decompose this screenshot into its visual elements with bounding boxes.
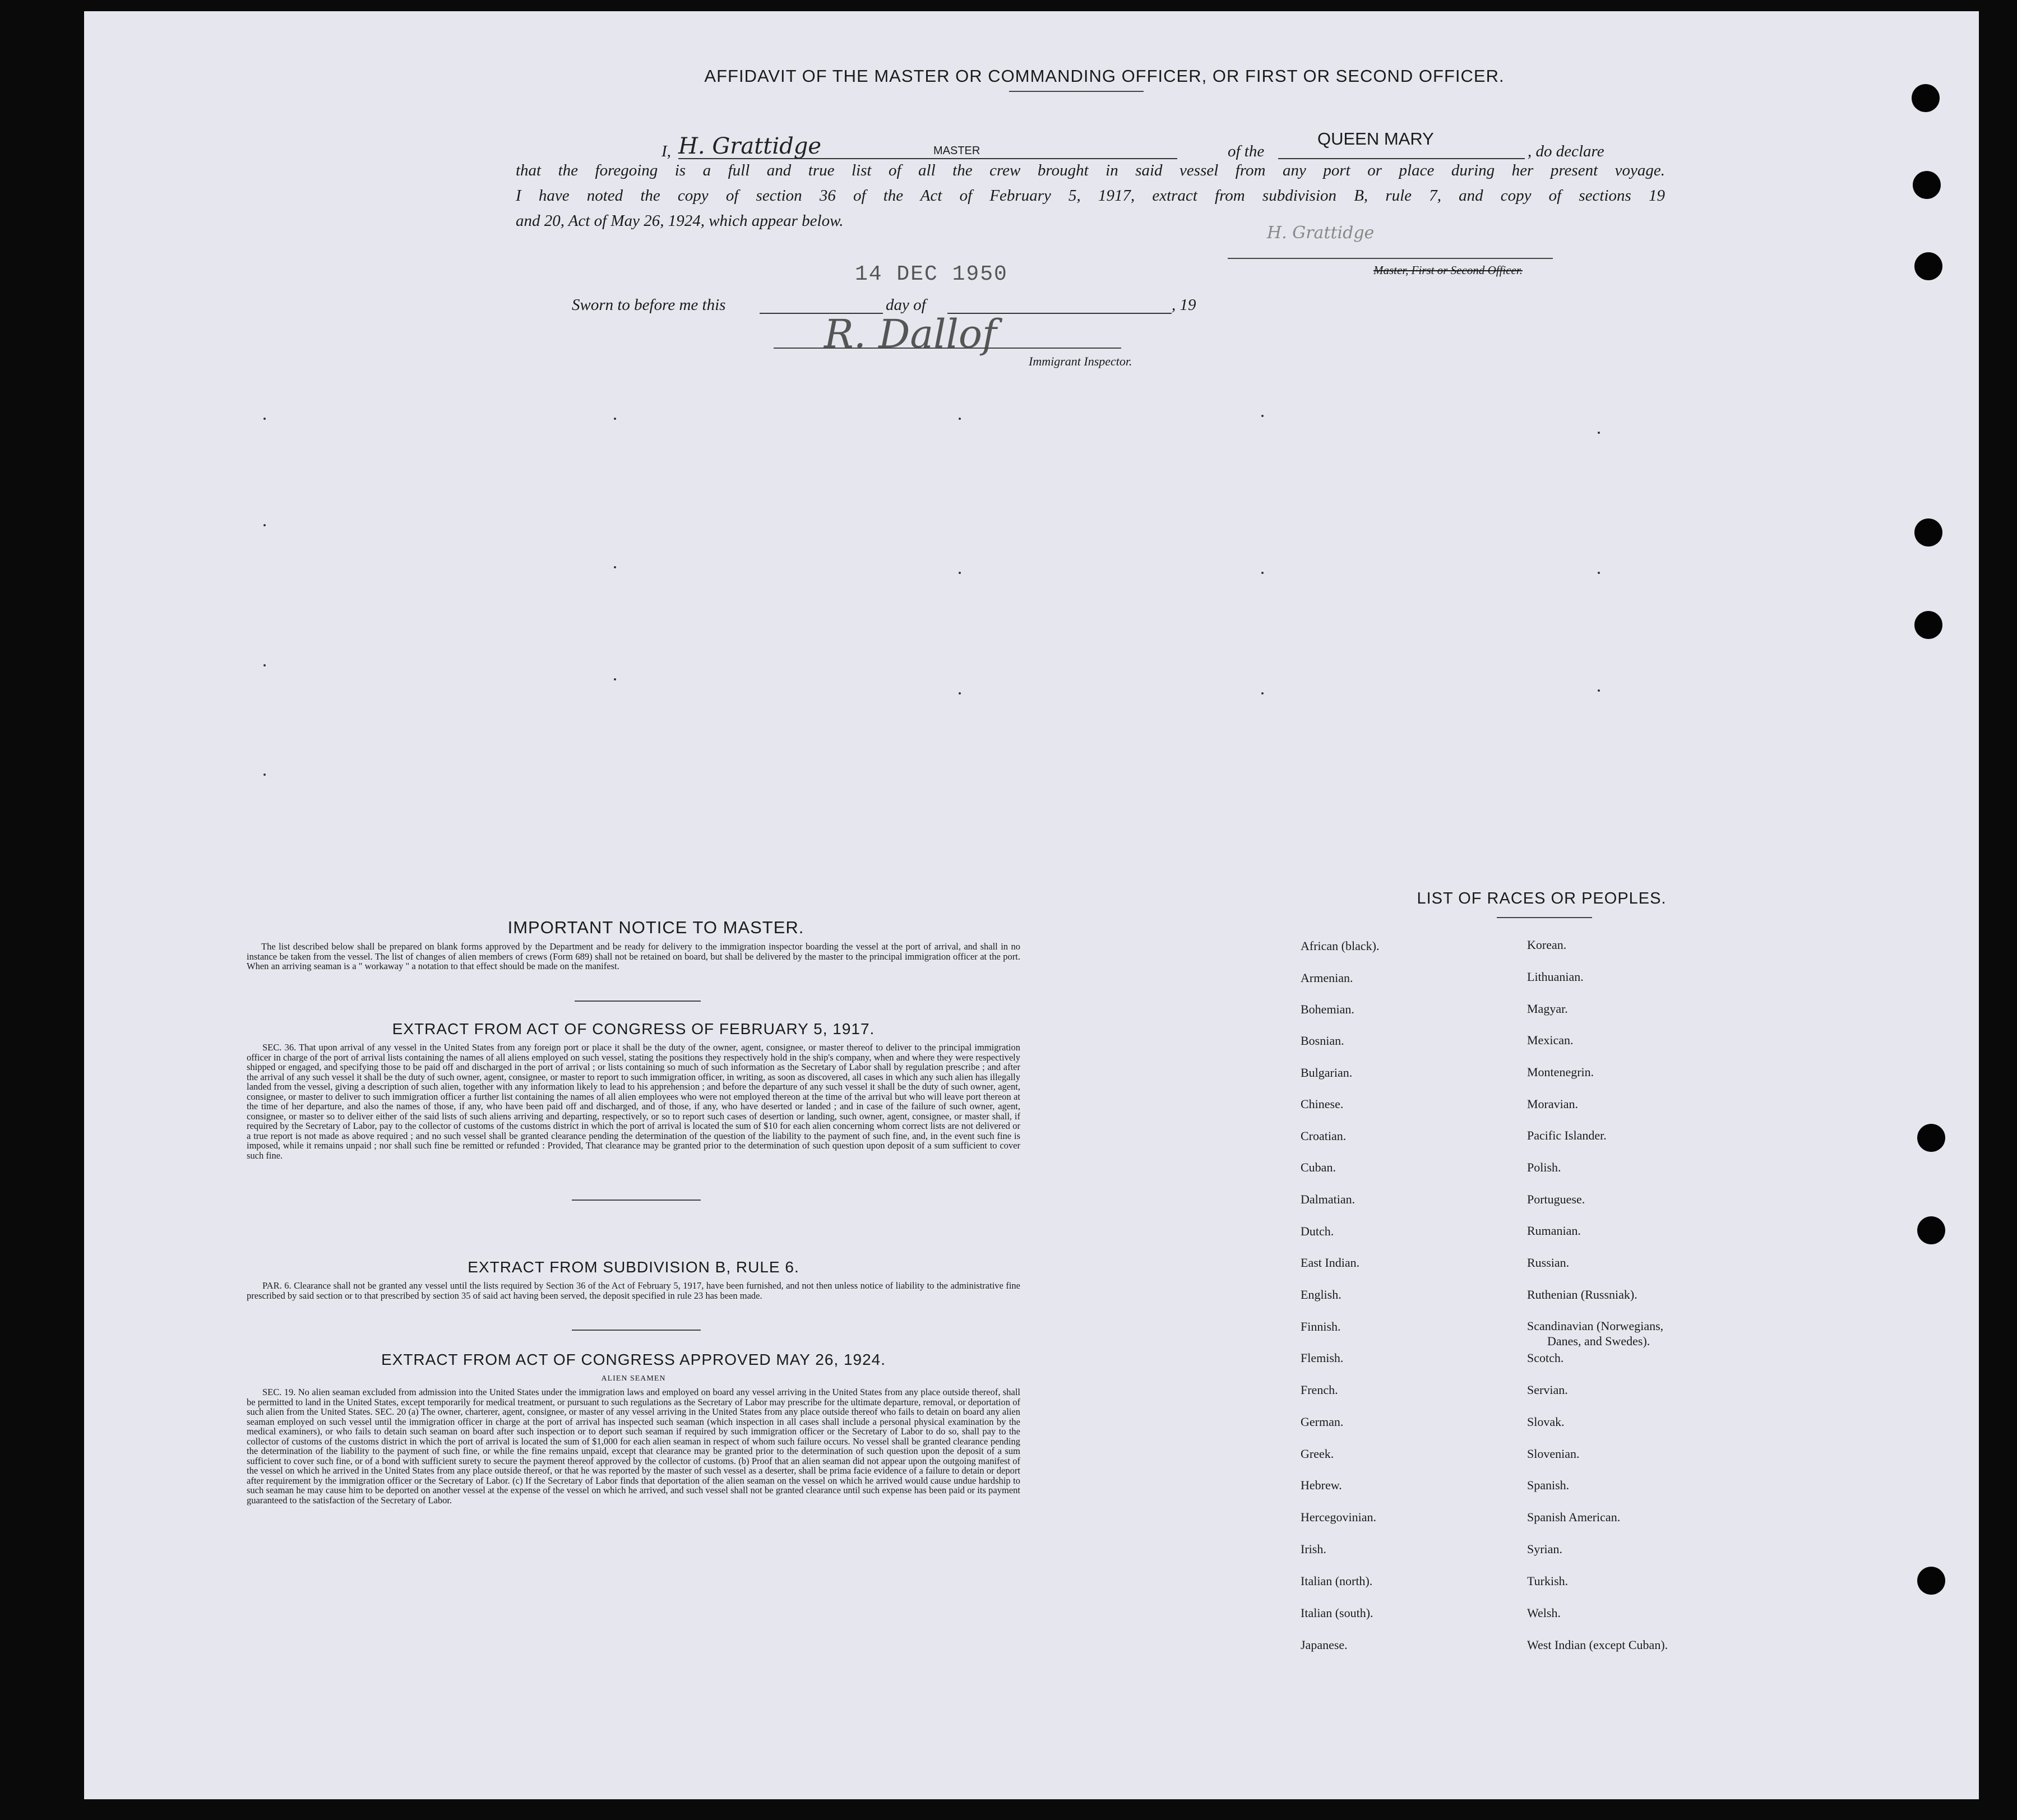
notice-text: The list described below shall be prepared on blank forms approved by the Department and be ready for delivery to the immigration inspector boarding the vessel at the port of arrival, and shall in no instance be taken from the vessel. The list of changes of alien members of crews (Form 689) shall not be retained on board, but shall be delivered by the master to the principal immigration officer at the port. When an arriving seaman is a " workaway " a notation to that effect should be made on the manifest.	[247, 941, 1020, 971]
races-heading: LIST OF RACES OR PEOPLES.	[1417, 890, 1667, 907]
rank-label: MASTER	[933, 145, 980, 157]
extract-1917-heading: EXTRACT FROM ACT OF CONGRESS OF FEBRUARY 5, 1917.	[392, 1020, 875, 1038]
race-item: Lithuanian.	[1527, 970, 1584, 984]
inspector-signature: R. Dallof	[824, 311, 997, 357]
rule-6-text: PAR. 6. Clearance shall not be granted any vessel until the lists required by Section 36 of the Act of February 5, 1917, have been furnished, and not then unless notice of liability to the administrative fine prescribed by said section or to that prescribed by section 35 of said act having been served, the deposit specified in rule 23 has been made.	[247, 1280, 1020, 1301]
affidavit-line2: that the foregoing is a full and true list of all the crew brought in said vessel from any port or place during her present voyage.	[516, 161, 1665, 179]
race-item: Irish.	[1301, 1542, 1326, 1556]
notice-heading: IMPORTANT NOTICE TO MASTER.	[507, 918, 804, 937]
document-page	[84, 11, 1979, 1799]
master-signature-caption: Master, First or Second Officer.	[1373, 263, 1523, 277]
race-item: Pacific Islander.	[1527, 1128, 1607, 1142]
punch-hole	[1917, 1567, 1945, 1595]
race-item: Italian (north).	[1301, 1574, 1373, 1588]
race-item: Ruthenian (Russniak).	[1527, 1288, 1637, 1302]
punch-hole	[1914, 252, 1942, 280]
inspector-caption: Immigrant Inspector.	[1029, 354, 1132, 368]
race-item: Bohemian.	[1301, 1002, 1354, 1016]
race-item: Welsh.	[1527, 1606, 1561, 1620]
affidavit-line1	[600, 129, 1665, 163]
date-stamp: 14 DEC 1950	[855, 262, 1008, 286]
race-item: Spanish American.	[1527, 1510, 1621, 1524]
race-item: Spanish.	[1527, 1478, 1570, 1492]
alien-seamen-subheading: ALIEN SEAMEN	[601, 1374, 666, 1383]
race-item: Bulgarian.	[1301, 1066, 1353, 1080]
vessel-name: QUEEN MARY	[1317, 129, 1434, 149]
race-item: Scandinavian (Norwegians,	[1527, 1319, 1664, 1333]
punch-hole	[1914, 611, 1942, 639]
punch-hole	[1917, 1124, 1945, 1152]
race-item: English.	[1301, 1288, 1341, 1302]
race-item: Syrian.	[1527, 1542, 1562, 1556]
master-name-handwritten: H. Grattidge	[678, 133, 822, 159]
race-item: Portuguese.	[1527, 1192, 1585, 1206]
race-item: Hebrew.	[1301, 1478, 1342, 1492]
race-item: Armenian.	[1301, 971, 1353, 985]
declare-label: , do declare	[1528, 142, 1604, 160]
race-item: Magyar.	[1527, 1002, 1568, 1016]
punch-hole	[1914, 518, 1942, 547]
race-item-continuation: Danes, and Swedes).	[1547, 1334, 1650, 1348]
extract-1924-heading: EXTRACT FROM ACT OF CONGRESS APPROVED MAY 26, 1924.	[381, 1351, 886, 1368]
rule-6-heading: EXTRACT FROM SUBDIVISION B, RULE 6.	[468, 1258, 799, 1276]
race-item: Korean.	[1527, 938, 1567, 952]
race-item: East Indian.	[1301, 1256, 1360, 1270]
i-label: I,	[661, 142, 671, 160]
affidavit-line3: I have noted the copy of section 36 of the Act of February 5, 1917, extract from subdivision B, rule 7, and copy of sections 19	[516, 187, 1665, 205]
race-item: Dutch.	[1301, 1224, 1334, 1238]
race-item: Turkish.	[1527, 1574, 1569, 1588]
race-item: Italian (south).	[1301, 1606, 1373, 1620]
race-item: Japanese.	[1301, 1638, 1348, 1652]
race-item: Flemish.	[1301, 1351, 1344, 1365]
race-item: Montenegrin.	[1527, 1065, 1594, 1079]
race-item: Cuban.	[1301, 1160, 1336, 1174]
of-the-label: of the	[1228, 142, 1265, 160]
race-item: Polish.	[1527, 1160, 1561, 1174]
race-item: Mexican.	[1527, 1033, 1574, 1047]
race-item: Croatian.	[1301, 1129, 1347, 1143]
race-item: African (black).	[1301, 939, 1380, 953]
race-item: Chinese.	[1301, 1097, 1344, 1111]
race-item: Dalmatian.	[1301, 1192, 1356, 1206]
affidavit-heading: AFFIDAVIT OF THE MASTER OR COMMANDING OFFICER, OR FIRST OR SECOND OFFICER.	[704, 66, 1505, 86]
punch-hole	[1913, 171, 1941, 199]
race-item: French.	[1301, 1383, 1338, 1397]
race-item: Russian.	[1527, 1256, 1570, 1270]
race-item: Moravian.	[1527, 1097, 1579, 1111]
race-item: Rumanian.	[1527, 1224, 1581, 1238]
master-signature: H. Grattidge	[1267, 223, 1375, 243]
race-item: German.	[1301, 1415, 1344, 1429]
race-item: Hercegovinian.	[1301, 1510, 1376, 1524]
year-label: , 19	[1172, 296, 1196, 314]
affidavit-line4: and 20, Act of May 26, 1924, which appear below.	[516, 212, 844, 230]
race-item: Bosnian.	[1301, 1034, 1344, 1048]
race-item: Servian.	[1527, 1383, 1568, 1397]
race-item: Scotch.	[1527, 1351, 1564, 1365]
day-of-label: day of	[886, 296, 926, 314]
race-item: Slovenian.	[1527, 1447, 1580, 1461]
extract-1917-text: SEC. 36. That upon arrival of any vessel in the United States from any foreign port or place it shall be the duty of the owner, agent, consignee, or master thereof to deliver to the principal immigration officer in charge of the port of arrival lists containing the names of all aliens employed on such vessel, stating the positions they respectively hold in the ship's company, when and where they were respectively shipped or engaged, and specifying those to be paid off and discharged in the port of arrival ; or lists containing so much of such information as the Secretary of Labor shall by regulation prescribe ; and after the arrival of any such vessel it shall be the duty of such owner, agent, consignee, or master to report to such immigration officer, in writing, as soon as discovered, all cases in which any such alien has illegally landed from the vessel, giving a description of such alien, together with any information likely to lead to his apprehension ; and before the departure of any such vessel it shall be the duty of such owner, agent, consignee, or master to deliver to such immigration officer a further list containing the names of all alien employees who were not employed thereon at the time of the arrival but who will leave port thereon at the time of her departure, and also the names of those, if any, who have been paid off and discharged, and of those, if any, who have deserted or landed ; and in case of the failure of such owner, agent, consignee, or master so to deliver either of the said lists of such aliens arriving and departing, respectively, or so to report such cases of desertion or landing, such owner, agent, consignee, or master shall, if required by the Secretary of Labor, pay to the collector of customs of the customs district in which the port of arrival is located the sum of $10 for each alien concerning whom correct lists are not delivered or a true report is not made as above required ; and no such vessel shall be granted clearance pending the determination of the question of the liability to the payment of such fine, and, in the event such fine is imposed, while it remains unpaid ; nor shall such fine be remitted or refunded : Provided, That clearance may be granted prior to the determination of such question upon deposit of a sum sufficient to cover such fine.	[247, 1042, 1020, 1161]
sworn-label: Sworn to before me this	[572, 296, 726, 314]
extract-1924-text: SEC. 19. No alien seaman excluded from admission into the United States under the immigration laws and employed on board any vessel arriving in the United States from any place outside thereof, shall be permitted to land in the United States, except temporarily for medical treatment, or pursuant to such regulations as the Secretary of Labor may prescribe for the ultimate departure, removal, or deportation of such alien from the United States. SEC. 20 (a) The owner, charterer, agent, consignee, or master of any vessel arriving in the United States from any place outside thereof who fails to detain on board any alien seaman employed on such vessel until the immigration officer in charge at the port of arrival has inspected such seaman (which inspection in all cases shall include a personal physical examination by the medical examiners), or who fails to detain such seaman on board after such inspection or to deport such seaman if required by such immigration officer or the Secretary of Labor to do so, shall pay to the collector of customs of the customs district in which the port of arrival is located the sum of $1,000 for each alien seaman in respect of whom such failure occurs. No vessel shall be granted clearance pending the determination of the liability to the payment of such fine, or while the fine remains unpaid, except that clearance may be granted prior to the determination of such question upon the deposit of a sum sufficient to cover such fine, or of a bond with sufficient surety to secure the payment thereof approved by the collector of customs. (b) Proof that an alien seaman did not appear upon the outgoing manifest of the vessel on which he arrived in the United States from any place outside thereof, or that he was reported by the master of such vessel as a deserter, shall be prima facie evidence of a failure to detain or deport after requirement by the immigration officer or the Secretary of Labor. (c) If the Secretary of Labor finds that deportation of the alien seaman on the vessel on which he arrived would cause undue hardship to such seaman he may cause him to be deported on another vessel at the expense of the vessel on which he arrived, and such vessel shall not be granted clearance until such expense has been paid or its payment guaranteed to the satisfaction of the Secretary of Labor.	[247, 1387, 1020, 1506]
race-item: Slovak.	[1527, 1415, 1565, 1429]
race-item: Finnish.	[1301, 1319, 1341, 1333]
race-item: Greek.	[1301, 1447, 1334, 1461]
punch-hole	[1912, 84, 1940, 112]
punch-hole	[1917, 1216, 1945, 1244]
race-item: West Indian (except Cuban).	[1527, 1638, 1668, 1652]
